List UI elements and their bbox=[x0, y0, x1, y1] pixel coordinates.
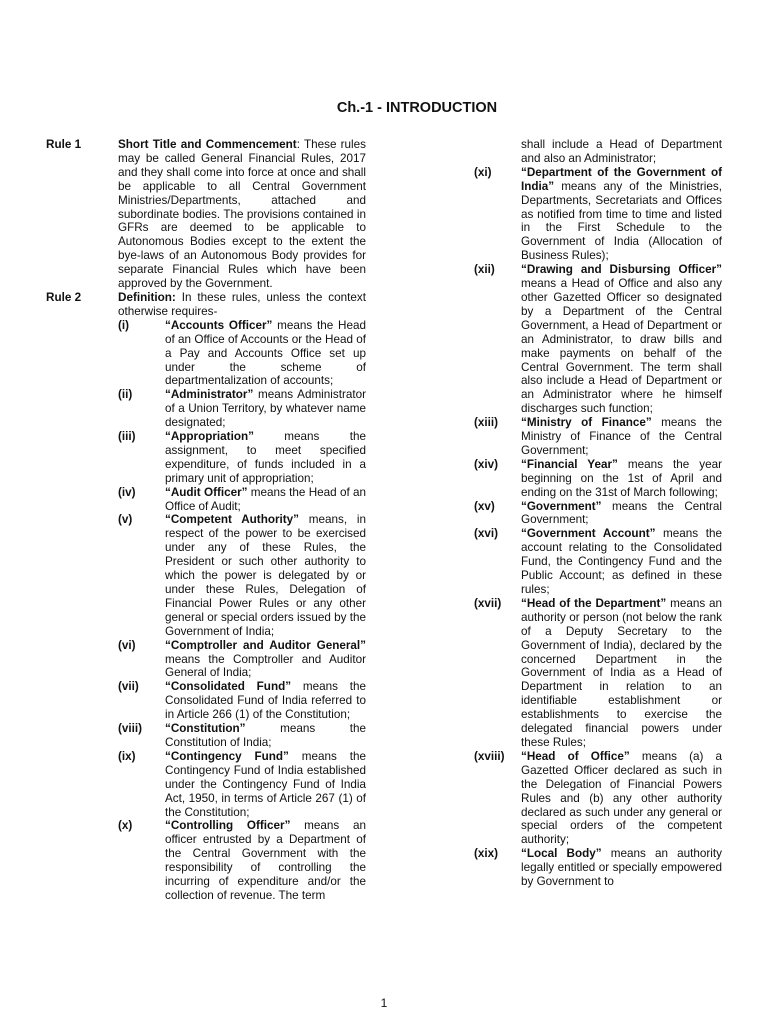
definition-body bbox=[165, 388, 366, 430]
definition-number: (xix) bbox=[474, 847, 499, 861]
rule-2-intro bbox=[118, 291, 366, 319]
definition-term: “Consolidated Fund” bbox=[165, 680, 292, 694]
definition-text: means an authority or person (not below the rank of a Deputy Secretary to the Government of India), declared by the concerned Department in the Government of India as a Head of Department in relation to an identifiable establishment or establishments to exercise the delegated financial powers under these Rules; bbox=[521, 596, 723, 749]
definition-item bbox=[118, 319, 366, 389]
definition-body bbox=[165, 513, 366, 638]
definition-item bbox=[474, 750, 722, 847]
definition-item bbox=[118, 680, 366, 722]
definition-term: “Ministry of Finance” bbox=[521, 416, 652, 430]
right-definition-list bbox=[474, 166, 722, 889]
definition-text: means the year beginning on the 1st of April and ending on the 31st of March following; bbox=[521, 457, 722, 499]
definition-text: means the Constitution of India; bbox=[165, 722, 366, 749]
definition-body bbox=[165, 430, 366, 486]
definition-term: “Financial Year” bbox=[521, 457, 618, 471]
definition-item bbox=[474, 500, 722, 528]
definition-term: “Accounts Officer” bbox=[165, 318, 273, 332]
definition-number: (iii) bbox=[118, 430, 136, 444]
definition-text: means the Comptroller and Auditor General of India; bbox=[165, 652, 366, 680]
definition-text: means the Central Government; bbox=[521, 499, 722, 527]
definition-body bbox=[521, 500, 722, 528]
definition-item bbox=[474, 166, 722, 263]
definition-item bbox=[118, 639, 366, 681]
definition-number: (i) bbox=[118, 318, 130, 332]
definition-number: (xii) bbox=[474, 263, 495, 277]
left-definition-list bbox=[118, 319, 366, 903]
definition-term: “Audit Officer” bbox=[165, 485, 248, 499]
definition-text: means the Head of an Office of Audit; bbox=[165, 485, 366, 513]
definition-continuation: shall include a Head of Department and also an Administrator; bbox=[521, 138, 722, 165]
definition-number: (v) bbox=[118, 513, 133, 527]
definition-number: (ii) bbox=[118, 388, 133, 402]
definition-term: “Government” bbox=[521, 499, 602, 513]
definition-term: “Appropriation” bbox=[165, 430, 254, 444]
definition-term: “Administrator” bbox=[165, 388, 254, 402]
definition-text: means an officer entrusted by a Department of the Central Government with the responsibility of controlling the incurring of expenditure and/or the collection of revenue. The term bbox=[165, 819, 366, 902]
definition-number: (viii) bbox=[118, 722, 143, 736]
rule-1 bbox=[46, 138, 366, 291]
rule-2 bbox=[46, 291, 366, 903]
definition-number: (xv) bbox=[474, 499, 495, 513]
rule-1-heading: Short Title and Commencement bbox=[118, 138, 297, 151]
definition-body bbox=[165, 680, 366, 722]
definition-body bbox=[165, 319, 366, 389]
definition-number: (xviii) bbox=[474, 749, 505, 763]
definition-body bbox=[165, 486, 366, 514]
definition-text: means the Consolidated Fund of India referred to in Article 266 (1) of the Constitution; bbox=[165, 680, 367, 722]
definition-number: (iv) bbox=[118, 485, 136, 499]
definition-term: “Local Body” bbox=[521, 847, 602, 861]
rule-2-body bbox=[118, 291, 366, 903]
definition-number: (xvi) bbox=[474, 527, 499, 541]
definition-text: means an authority legally entitled or specially empowered by Government to bbox=[521, 847, 722, 889]
rule-2-label: Rule 2 bbox=[46, 290, 82, 304]
definition-body bbox=[521, 597, 722, 750]
right-column bbox=[474, 138, 722, 889]
definition-term: “Government Account” bbox=[521, 527, 656, 541]
definition-text: means (a) a Gazetted Officer declared as such in the Delegation of Financial Powers Rules and (b) any other authority declared as such under any general or special orders of the competent authority; bbox=[521, 749, 722, 847]
definition-body bbox=[521, 263, 722, 416]
definition-number: (ix) bbox=[118, 749, 136, 763]
definition-number: (xiii) bbox=[474, 416, 499, 430]
definition-term: “Contingency Fund” bbox=[165, 749, 289, 763]
definition-body bbox=[165, 750, 366, 820]
definition-body bbox=[521, 416, 722, 458]
definition-term: “Comptroller and Auditor General” bbox=[165, 638, 366, 652]
definition-number: (xi) bbox=[474, 165, 492, 179]
definition-term: “Head of the Department” bbox=[521, 596, 667, 610]
definition-item bbox=[118, 750, 366, 820]
chapter-title: Ch.-1 - INTRODUCTION bbox=[336, 100, 498, 116]
definition-body bbox=[521, 527, 722, 597]
definition-item bbox=[474, 416, 722, 458]
definition-item bbox=[474, 458, 722, 500]
page-number: 1 bbox=[380, 996, 388, 1010]
definition-text: means the Ministry of Finance of the Central Government; bbox=[521, 416, 722, 457]
definition-text: means any of the Ministries, Departments, Secretariats and Offices as notified from time to time and listed in the First Schedule to the Government of India (Allocation of Business Rules); bbox=[521, 179, 722, 263]
definition-item bbox=[118, 430, 366, 486]
definition-body bbox=[521, 166, 722, 263]
definition-item bbox=[118, 513, 366, 638]
definition-text: means a Head of Office and also any other Gazetted Officer so designated by a Department of the Central Government, a Head of Department or an Administrator, to draw bills and make payments on behalf of the Central Government. The term shall also include a Head of Department or an Administrator where he himself discharges such function; bbox=[521, 277, 722, 416]
definition-item bbox=[474, 597, 722, 750]
definition-text: means the account relating to the Consolidated Fund, the Contingency Fund and the Public Account; as defined in these rules; bbox=[521, 527, 722, 596]
definition-item bbox=[118, 388, 366, 430]
definition-item bbox=[118, 819, 366, 902]
definition-text: means Administrator of a Union Territory, by whatever name designated; bbox=[165, 388, 366, 430]
left-column bbox=[46, 138, 366, 903]
definition-term: “Head of Office” bbox=[521, 749, 630, 763]
definition-number: (x) bbox=[118, 819, 133, 833]
definition-number: (xiv) bbox=[474, 457, 499, 471]
rule-1-label: Rule 1 bbox=[46, 138, 82, 151]
definition-item bbox=[118, 486, 366, 514]
rule-2-heading: Definition: bbox=[118, 290, 176, 304]
definition-text: means the Head of an Office of Accounts or the Head of a Pay and Accounts Office set up under the scheme of departmentalization of accounts; bbox=[165, 318, 366, 388]
definition-text: means the Contingency Fund of India established under the Contingency Fund of India Act, 1950, in terms of Article 267 (1) of the Constitution; bbox=[165, 749, 366, 819]
definition-body bbox=[165, 722, 366, 750]
definition-term: “Constitution” bbox=[165, 722, 246, 736]
definition-item bbox=[118, 722, 366, 750]
definition-number: (vi) bbox=[118, 638, 136, 652]
definition-body bbox=[165, 819, 366, 902]
definition-text: means the assignment, to meet specified expenditure, of funds included in a primary unit of appropriation; bbox=[165, 430, 366, 485]
definition-item bbox=[474, 847, 722, 889]
definition-text: means, in respect of the power to be exercised under any of these Rules, the President or such other authority to which the power is delegated by or under these Rules, Delegation of Financial Power Rules or any other general or special orders issued by the Government of India; bbox=[165, 513, 366, 638]
definition-number: (xvii) bbox=[474, 596, 502, 610]
definition-term: “Department of the Government of India” bbox=[521, 165, 722, 193]
rule-2-text: In these rules, unless the context otherwise requires- bbox=[118, 290, 366, 318]
definition-item bbox=[474, 263, 722, 416]
rule-1-body bbox=[118, 138, 366, 291]
definition-body bbox=[521, 847, 722, 889]
definition-item bbox=[474, 527, 722, 597]
definition-term: “Controlling Officer” bbox=[165, 819, 291, 833]
definition-body bbox=[521, 458, 722, 500]
definition-body bbox=[165, 639, 366, 681]
definition-number: (vii) bbox=[118, 680, 139, 694]
definition-term: “Competent Authority” bbox=[165, 513, 300, 527]
definition-term: “Drawing and Disbursing Officer” bbox=[521, 263, 722, 277]
rule-1-text: : These rules may be called General Financial Rules, 2017 and they shall come into force at once and shall be applicable to all Central Government Ministries/Departments, attached and subordinate bodies. The provisions contained in GFRs are deemed to be applicable to Autonomous Bodies except to the extent the bye-laws of an Autonomous Body provides for separate Financial Rules which have been approved by the Government. bbox=[118, 138, 366, 291]
definition-body bbox=[521, 750, 722, 847]
